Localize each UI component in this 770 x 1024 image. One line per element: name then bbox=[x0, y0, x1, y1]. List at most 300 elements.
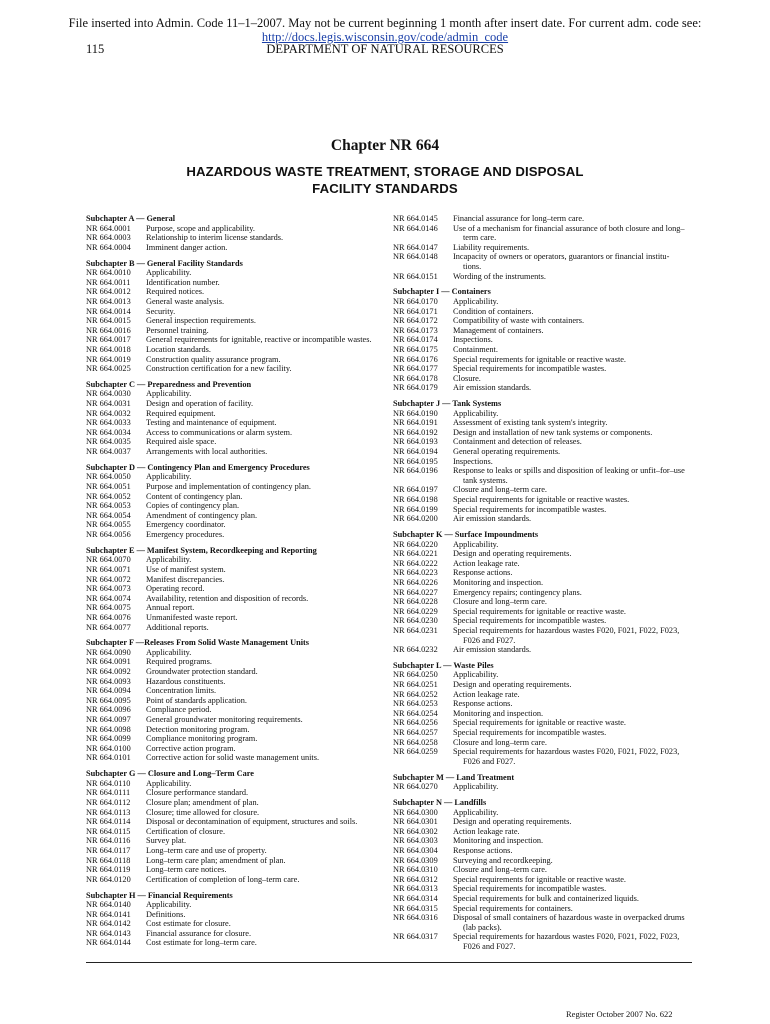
section-number: NR 664.0196 bbox=[393, 466, 438, 476]
toc-entry bbox=[393, 913, 693, 932]
toc-section bbox=[393, 798, 693, 952]
section-title-text: Use of manifest system. bbox=[146, 564, 226, 574]
section-title-text: Incapacity of owners or operators, guarantors or financial institu- bbox=[453, 252, 670, 262]
section-title-text: Operating record. bbox=[146, 584, 205, 594]
section-title bbox=[146, 900, 386, 910]
section-title bbox=[453, 409, 693, 419]
section-title-text: Special requirements for incompatible wastes. bbox=[453, 616, 607, 626]
section-number: NR 664.0004 bbox=[86, 242, 131, 252]
section-title bbox=[453, 728, 693, 738]
toc-entry bbox=[86, 725, 386, 735]
section-title bbox=[146, 575, 386, 585]
section-title bbox=[146, 345, 386, 355]
section-number: NR 664.0112 bbox=[86, 797, 131, 807]
toc-entry bbox=[393, 514, 693, 524]
toc-entry bbox=[86, 744, 386, 754]
toc-entry bbox=[393, 252, 693, 271]
section-number: NR 664.0071 bbox=[86, 564, 131, 574]
section-number: NR 664.0179 bbox=[393, 383, 438, 393]
section-title bbox=[453, 932, 693, 951]
toc-entry bbox=[393, 932, 693, 951]
section-title-text: Applicability. bbox=[453, 782, 499, 792]
section-title bbox=[146, 389, 386, 399]
section-number: NR 664.0025 bbox=[86, 364, 131, 374]
section-number: NR 664.0251 bbox=[393, 680, 438, 690]
subchapter-title: Subchapter H — Financial Requirements bbox=[86, 890, 233, 900]
toc-entry bbox=[393, 817, 693, 827]
toc-entry bbox=[86, 827, 386, 837]
section-title-text: Closure and long–term care. bbox=[453, 485, 548, 495]
section-title-continuation: tank systems. bbox=[463, 475, 508, 485]
section-title bbox=[146, 817, 386, 827]
section-title-text: Monitoring and inspection. bbox=[453, 708, 544, 718]
toc-entry bbox=[86, 715, 386, 725]
section-number: NR 664.0114 bbox=[86, 817, 131, 827]
toc-entry bbox=[86, 734, 386, 744]
section-title-text: Required notices. bbox=[146, 287, 205, 297]
section-title-text: Emergency repairs; contingency plans. bbox=[453, 587, 582, 597]
section-title bbox=[146, 856, 386, 866]
section-title bbox=[146, 268, 386, 278]
section-number: NR 664.0146 bbox=[393, 223, 438, 233]
section-title-text: Construction certification for a new facility. bbox=[146, 364, 292, 374]
section-number: NR 664.0012 bbox=[86, 287, 131, 297]
toc-entry bbox=[393, 709, 693, 719]
section-number: NR 664.0141 bbox=[86, 909, 131, 919]
section-title bbox=[146, 788, 386, 798]
section-title bbox=[146, 364, 386, 374]
section-title-text: Annual report. bbox=[146, 603, 195, 613]
section-title bbox=[146, 779, 386, 789]
section-number: NR 664.0019 bbox=[86, 354, 131, 364]
section-number: NR 664.0313 bbox=[393, 884, 438, 894]
section-title bbox=[146, 613, 386, 623]
toc-entry bbox=[86, 409, 386, 419]
toc-entry bbox=[86, 520, 386, 530]
section-title-text: Closure performance standard. bbox=[146, 788, 249, 798]
section-title-text: Corrective action program. bbox=[146, 743, 236, 753]
toc-entry bbox=[86, 364, 386, 374]
section-title-text: Long–term care and use of property. bbox=[146, 845, 267, 855]
section-title bbox=[146, 938, 386, 948]
toc-entry bbox=[393, 836, 693, 846]
section-number: NR 664.0232 bbox=[393, 645, 438, 655]
section-title-text: Use of a mechanism for financial assurance of both closure and long– bbox=[453, 223, 685, 233]
section-title-text: Assessment of existing tank system's integrity. bbox=[453, 418, 608, 428]
toc-entry bbox=[393, 699, 693, 709]
section-title-text: Cost estimate for closure. bbox=[146, 919, 231, 929]
toc-entry bbox=[393, 680, 693, 690]
toc-entry bbox=[393, 540, 693, 550]
section-number: NR 664.0119 bbox=[86, 865, 131, 875]
section-title-text: Special requirements for bulk and containerized liquids. bbox=[453, 893, 639, 903]
toc-section bbox=[86, 463, 386, 540]
section-title-text: Surveying and recordkeeping. bbox=[453, 855, 553, 865]
section-title bbox=[453, 626, 693, 645]
section-number: NR 664.0231 bbox=[393, 625, 438, 635]
section-title bbox=[146, 409, 386, 419]
header-notice: File inserted into Admin. Code 11–1–2007. May not be current beginning 1 month after insert date. For current adm. code see: bbox=[68, 16, 702, 30]
section-number: NR 664.0317 bbox=[393, 932, 438, 942]
section-number: NR 664.0230 bbox=[393, 616, 438, 626]
toc-entry bbox=[86, 355, 386, 365]
section-number: NR 664.0013 bbox=[86, 296, 131, 306]
section-title bbox=[146, 667, 386, 677]
section-number: NR 664.0070 bbox=[86, 555, 131, 565]
toc-entry bbox=[393, 904, 693, 914]
section-number: NR 664.0096 bbox=[86, 705, 131, 715]
section-number: NR 664.0147 bbox=[393, 242, 438, 252]
section-number: NR 664.0171 bbox=[393, 306, 438, 316]
section-number: NR 664.0142 bbox=[86, 919, 131, 929]
section-title-text: Response actions. bbox=[453, 568, 513, 578]
section-title-text: Construction quality assurance program. bbox=[146, 354, 281, 364]
subchapter-title: Subchapter G — Closure and Long–Term Care bbox=[86, 769, 254, 779]
section-title bbox=[453, 540, 693, 550]
section-title-continuation: F026 and F027. bbox=[463, 941, 516, 951]
toc-entry bbox=[393, 894, 693, 904]
section-title-text: Response actions. bbox=[453, 699, 513, 709]
section-title-text: Applicability. bbox=[453, 807, 499, 817]
section-title-text: Liability requirements. bbox=[453, 242, 530, 252]
section-title-text: Design and operating requirements. bbox=[453, 817, 572, 827]
section-title bbox=[453, 856, 693, 866]
section-number: NR 664.0222 bbox=[393, 558, 438, 568]
toc-entry bbox=[393, 447, 693, 457]
section-title-text: Special requirements for incompatible wastes. bbox=[453, 728, 607, 738]
toc-entry bbox=[86, 919, 386, 929]
section-title-text: Condition of containers. bbox=[453, 306, 534, 316]
toc-entry bbox=[393, 670, 693, 680]
section-number: NR 664.0200 bbox=[393, 514, 438, 524]
toc-entry bbox=[393, 355, 693, 365]
section-number: NR 664.0195 bbox=[393, 456, 438, 466]
section-title-text: Availability, retention and disposition of records. bbox=[146, 593, 309, 603]
section-title bbox=[146, 565, 386, 575]
toc-section bbox=[393, 661, 693, 767]
section-title-text: Applicability. bbox=[453, 408, 499, 418]
toc-entry bbox=[393, 865, 693, 875]
section-number: NR 664.0250 bbox=[393, 670, 438, 680]
section-title-continuation: tions. bbox=[463, 261, 482, 271]
section-number: NR 664.0051 bbox=[86, 482, 131, 491]
section-number: NR 664.0076 bbox=[86, 612, 131, 622]
toc-entry bbox=[393, 808, 693, 818]
section-number: NR 664.0001 bbox=[86, 223, 131, 233]
section-title-text: Personnel training. bbox=[146, 325, 209, 335]
toc-entry bbox=[393, 224, 693, 243]
section-title bbox=[146, 482, 386, 492]
toc-entry bbox=[393, 856, 693, 866]
section-number: NR 664.0093 bbox=[86, 676, 131, 686]
section-title-continuation: F026 and F027. bbox=[463, 635, 516, 645]
section-number: NR 664.0056 bbox=[86, 529, 131, 539]
section-number: NR 664.0301 bbox=[393, 817, 438, 827]
section-title-text: Compliance monitoring program. bbox=[146, 734, 258, 744]
toc-entry bbox=[86, 224, 386, 234]
section-title-text: Emergency procedures. bbox=[146, 529, 225, 539]
section-title bbox=[453, 316, 693, 326]
section-number: NR 664.0035 bbox=[86, 437, 131, 447]
toc-entry bbox=[393, 728, 693, 738]
section-title-text: Action leakage rate. bbox=[453, 558, 520, 568]
section-title bbox=[453, 597, 693, 607]
chapter-subtitle: HAZARDOUS WASTE TREATMENT, STORAGE AND DISPOSAL FACILITY STANDARDS bbox=[186, 164, 584, 196]
header-url-link[interactable]: http://docs.legis.wisconsin.gov/code/admin_code bbox=[261, 30, 509, 44]
section-title-text: General operating requirements. bbox=[453, 447, 561, 457]
section-title-text: Point of standards application. bbox=[146, 695, 247, 705]
section-title-text: Air emission standards. bbox=[453, 645, 532, 655]
toc-section bbox=[393, 214, 693, 281]
section-title bbox=[453, 645, 693, 655]
toc-entry bbox=[86, 798, 386, 808]
section-title bbox=[146, 326, 386, 336]
section-number: NR 664.0091 bbox=[86, 657, 131, 667]
section-number: NR 664.0148 bbox=[393, 252, 438, 262]
toc-entry bbox=[393, 875, 693, 885]
section-title bbox=[453, 224, 693, 243]
section-title bbox=[453, 699, 693, 709]
section-title bbox=[146, 648, 386, 658]
toc-entry bbox=[393, 559, 693, 569]
toc-entry bbox=[86, 482, 386, 492]
toc-entry bbox=[86, 575, 386, 585]
toc-entry bbox=[393, 747, 693, 766]
section-number: NR 664.0018 bbox=[86, 344, 131, 354]
section-number: NR 664.0118 bbox=[86, 855, 131, 865]
toc-entry bbox=[86, 613, 386, 623]
section-title-text: Survey plat. bbox=[146, 836, 187, 846]
section-title bbox=[453, 466, 693, 485]
section-number: NR 664.0016 bbox=[86, 325, 131, 335]
section-number: NR 664.0220 bbox=[393, 539, 438, 549]
toc-entry bbox=[393, 827, 693, 837]
section-title-text: Design and operation of facility. bbox=[146, 399, 254, 409]
section-title bbox=[146, 603, 386, 613]
section-title-text: General requirements for ignitable, reactive or incompatible wastes. bbox=[146, 335, 372, 345]
toc-entry bbox=[86, 233, 386, 243]
section-title bbox=[453, 495, 693, 505]
section-title-text: Special requirements for hazardous wastes F020, F021, F022, F023, bbox=[453, 932, 680, 942]
section-number: NR 664.0191 bbox=[393, 418, 438, 428]
section-title-continuation: F026 and F027. bbox=[463, 756, 516, 766]
toc-entry bbox=[86, 418, 386, 428]
section-title-text: Closure plan; amendment of plan. bbox=[146, 797, 259, 807]
toc-entry bbox=[86, 428, 386, 438]
toc-entry bbox=[86, 307, 386, 317]
toc-entry bbox=[86, 938, 386, 948]
section-title-text: Hazardous constituents. bbox=[146, 676, 226, 686]
section-title bbox=[146, 511, 386, 521]
section-number: NR 664.0315 bbox=[393, 903, 438, 913]
section-number: NR 664.0032 bbox=[86, 408, 131, 418]
toc-section bbox=[393, 399, 693, 524]
section-number: NR 664.0254 bbox=[393, 708, 438, 718]
section-title-text: Applicability. bbox=[146, 647, 192, 657]
toc-entry bbox=[393, 418, 693, 428]
section-title bbox=[146, 836, 386, 846]
section-number: NR 664.0052 bbox=[86, 491, 131, 501]
section-title-text: Special requirements for hazardous wastes F020, F021, F022, F023, bbox=[453, 625, 680, 635]
toc-entry bbox=[393, 718, 693, 728]
section-title-text: Financial assurance for closure. bbox=[146, 928, 252, 938]
section-title bbox=[146, 846, 386, 856]
section-title-text: Applicability. bbox=[146, 472, 192, 482]
toc-section bbox=[393, 287, 693, 393]
section-title bbox=[146, 297, 386, 307]
section-title-text: Groundwater protection standard. bbox=[146, 667, 258, 677]
section-title-text: Unmanifested waste report. bbox=[146, 612, 238, 622]
toc-entry bbox=[393, 485, 693, 495]
section-title bbox=[146, 657, 386, 667]
toc-entry bbox=[86, 511, 386, 521]
section-title-text: Special requirements for ignitable or reactive waste. bbox=[453, 606, 627, 616]
section-title bbox=[146, 865, 386, 875]
toc-entry bbox=[86, 243, 386, 253]
toc-entry bbox=[86, 437, 386, 447]
toc-entry bbox=[393, 616, 693, 626]
section-title-text: General inspection requirements. bbox=[146, 316, 256, 326]
toc-entry bbox=[86, 696, 386, 706]
toc-entry bbox=[393, 690, 693, 700]
section-number: NR 664.0050 bbox=[86, 472, 131, 482]
section-title-text: Management of containers. bbox=[453, 325, 544, 335]
section-title bbox=[146, 307, 386, 317]
subchapter-title: Subchapter E — Manifest System, Recordkeeping and Reporting bbox=[86, 545, 317, 555]
section-number: NR 664.0101 bbox=[86, 753, 131, 763]
section-title-text: Disposal or decontamination of equipment, structures and soils. bbox=[146, 817, 358, 827]
toc-entry bbox=[393, 326, 693, 336]
section-title bbox=[146, 686, 386, 696]
section-number: NR 664.0300 bbox=[393, 807, 438, 817]
section-number: NR 664.0193 bbox=[393, 437, 438, 447]
section-title bbox=[453, 549, 693, 559]
section-title bbox=[453, 616, 693, 626]
section-number: NR 664.0310 bbox=[393, 865, 438, 875]
section-number: NR 664.0033 bbox=[86, 418, 131, 428]
section-number: NR 664.0120 bbox=[86, 874, 131, 884]
toc-entry bbox=[393, 316, 693, 326]
toc-entry bbox=[86, 345, 386, 355]
toc-entry bbox=[393, 297, 693, 307]
section-number: NR 664.0054 bbox=[86, 510, 131, 520]
section-title bbox=[146, 744, 386, 754]
toc-left-column bbox=[86, 214, 386, 954]
section-title bbox=[453, 817, 693, 827]
toc-entry bbox=[393, 272, 693, 282]
section-title-text: Certification of completion of long–term care. bbox=[146, 874, 300, 884]
section-title bbox=[146, 705, 386, 715]
section-number: NR 664.0314 bbox=[393, 893, 438, 903]
toc-entry bbox=[86, 530, 386, 540]
toc-entry bbox=[86, 657, 386, 667]
section-title bbox=[453, 836, 693, 846]
toc-entry bbox=[393, 597, 693, 607]
toc-entry bbox=[86, 865, 386, 875]
section-title-text: Detection monitoring program. bbox=[146, 724, 250, 734]
toc-entry bbox=[393, 374, 693, 384]
toc-entry bbox=[86, 335, 386, 345]
section-title bbox=[146, 696, 386, 706]
section-title-text: Applicability. bbox=[146, 389, 192, 399]
toc-entry bbox=[393, 505, 693, 515]
section-title bbox=[453, 214, 693, 224]
section-title-text: Monitoring and inspection. bbox=[453, 577, 544, 587]
toc-entry bbox=[393, 307, 693, 317]
section-title-text: Purpose and implementation of contingency plan. bbox=[146, 482, 311, 491]
section-title bbox=[146, 520, 386, 530]
section-title bbox=[146, 798, 386, 808]
section-title bbox=[146, 492, 386, 502]
toc-entry bbox=[86, 900, 386, 910]
section-title-text: Amendment of contingency plan. bbox=[146, 510, 258, 520]
section-title bbox=[453, 243, 693, 253]
toc-entry bbox=[393, 782, 693, 792]
section-number: NR 664.0178 bbox=[393, 373, 438, 383]
section-title bbox=[453, 297, 693, 307]
section-title bbox=[146, 715, 386, 725]
section-title bbox=[453, 568, 693, 578]
section-title-text: Emergency coordinator. bbox=[146, 520, 226, 530]
section-title-text: Response to leaks or spills and disposition of leaking or unfit–for–use bbox=[453, 466, 685, 476]
section-title bbox=[453, 875, 693, 885]
section-title bbox=[453, 418, 693, 428]
section-title bbox=[453, 884, 693, 894]
section-title-text: Required programs. bbox=[146, 657, 212, 667]
section-number: NR 664.0116 bbox=[86, 836, 131, 846]
section-number: NR 664.0227 bbox=[393, 587, 438, 597]
section-title-text: Disposal of small containers of hazardous waste in overpacked drums bbox=[453, 913, 685, 923]
toc-entry bbox=[86, 817, 386, 827]
section-number: NR 664.0190 bbox=[393, 408, 438, 418]
section-title bbox=[146, 399, 386, 409]
toc-entry bbox=[393, 588, 693, 598]
section-title bbox=[453, 437, 693, 447]
section-title-text: Copies of contingency plan. bbox=[146, 501, 240, 511]
subchapter-title: Subchapter F —Releases From Solid Waste Management Units bbox=[86, 638, 310, 648]
section-title-text: Inspections. bbox=[453, 456, 493, 466]
section-title bbox=[453, 578, 693, 588]
toc-entry bbox=[86, 705, 386, 715]
section-title bbox=[453, 272, 693, 282]
toc-entry bbox=[86, 594, 386, 604]
section-title bbox=[453, 904, 693, 914]
toc-section bbox=[393, 773, 693, 792]
toc-entry bbox=[86, 297, 386, 307]
section-number: NR 664.0075 bbox=[86, 603, 131, 613]
toc-entry bbox=[86, 875, 386, 885]
section-title bbox=[453, 485, 693, 495]
section-title bbox=[453, 808, 693, 818]
section-number: NR 664.0098 bbox=[86, 724, 131, 734]
section-number: NR 664.0303 bbox=[393, 836, 438, 846]
section-title-text: Closure; time allowed for closure. bbox=[146, 807, 260, 817]
section-number: NR 664.0077 bbox=[86, 622, 131, 632]
section-number: NR 664.0172 bbox=[393, 316, 438, 326]
section-title-text: Closure and long–term care. bbox=[453, 865, 548, 875]
section-title-text: Required aisle space. bbox=[146, 437, 217, 447]
section-title bbox=[146, 919, 386, 929]
section-title bbox=[146, 530, 386, 540]
section-title bbox=[146, 677, 386, 687]
section-title-text: Concentration limits. bbox=[146, 686, 217, 696]
toc-entry bbox=[393, 738, 693, 748]
section-title-text: Definitions. bbox=[146, 909, 186, 919]
subchapter-title: Subchapter C — Preparedness and Prevention bbox=[86, 379, 252, 389]
toc-entry bbox=[86, 584, 386, 594]
section-title-continuation: (lab packs). bbox=[463, 922, 502, 932]
toc-entry bbox=[86, 389, 386, 399]
